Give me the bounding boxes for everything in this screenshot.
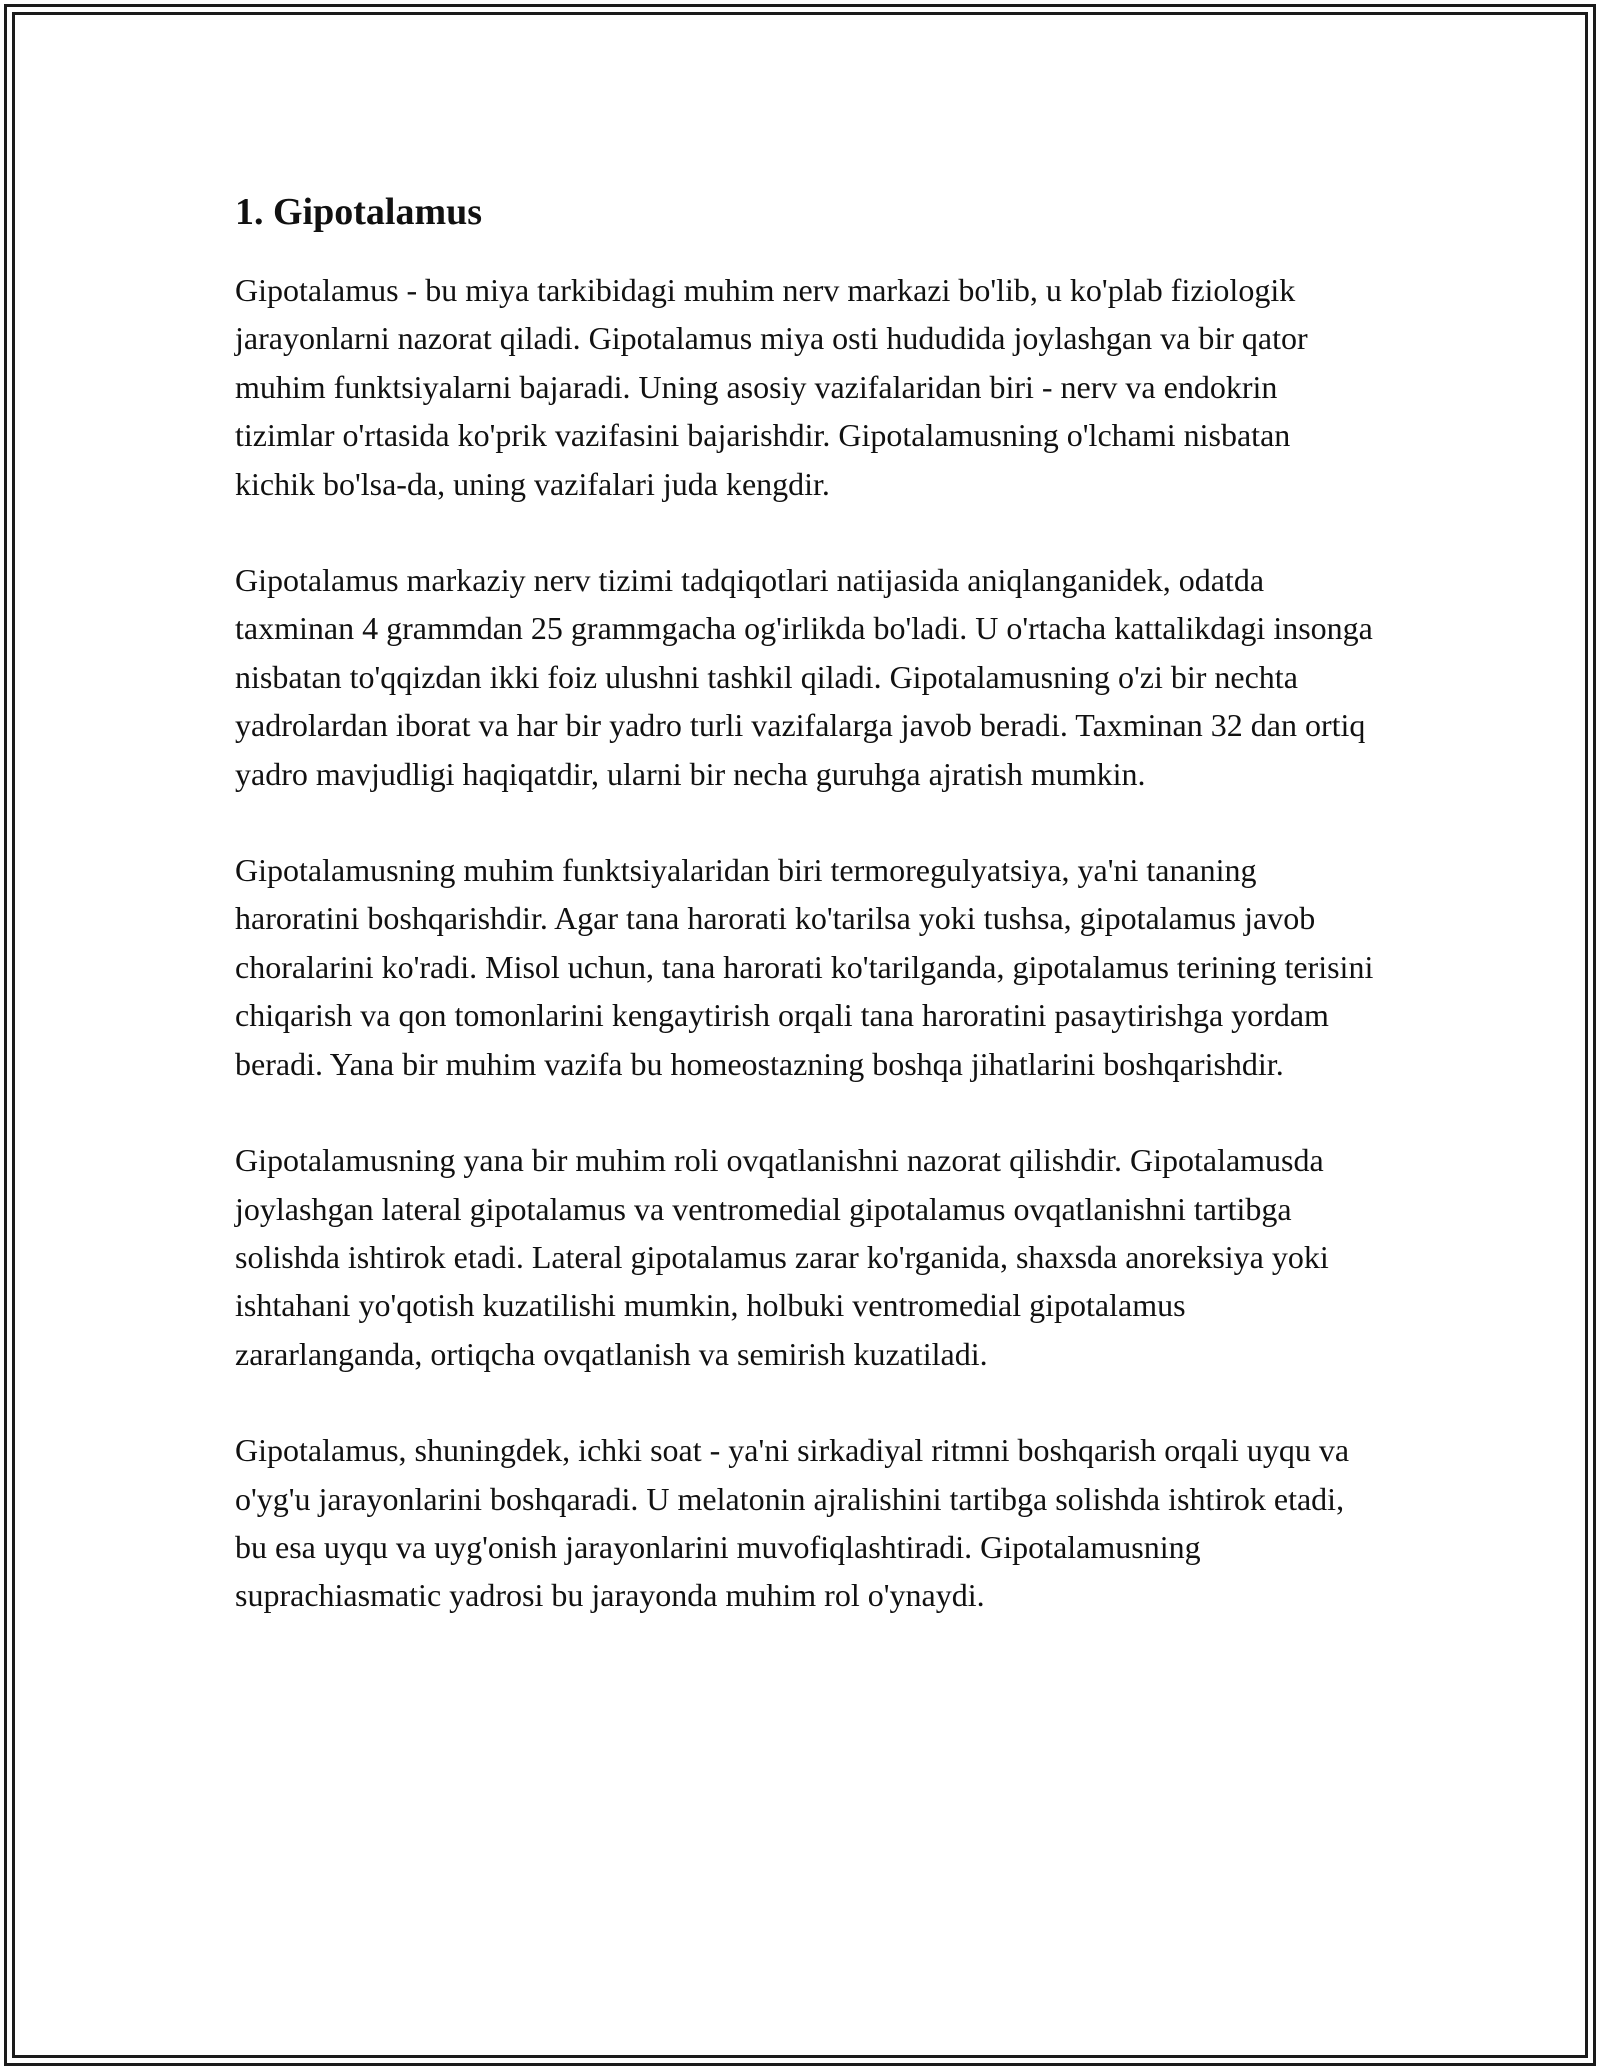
paragraph-4: Gipotalamusning yana bir muhim roli ovqatlanishni nazorat qilishdir. Gipotalamusda joylashgan lateral gipotalamus va ventromedial gipotalamus ovqatlanishni tartibga solishda ishtirok etadi. Lateral gipotalamus zarar ko'rganida, shaxsda anoreksiya yoki ishtahani yo'qotish kuzatilishi mumkin, holbuki ventromedial gipotalamus zararlanganda, ortiqcha ovqatlanish va semirish kuzatiladi. (235, 1142, 1329, 1372)
paragraph-5: Gipotalamus, shuningdek, ichki soat - ya'ni sirkadiyal ritmni boshqarish orqali uyqu va o'yg'u jarayonlarini boshqaradi. U melatonin ajralishini tartibga solishda ishtirok etadi, bu esa uyqu va uyg'onish jarayonlarini muvofiqlashtiradi. Gipotalamusning suprachiasmatic yadrosi bu jarayonda muhim rol o'ynaydi. (235, 1432, 1350, 1614)
section-heading: 1. Gipotalamus (235, 191, 483, 233)
paragraph-2: Gipotalamus markaziy nerv tizimi tadqiqotlari natijasida aniqlanganidek, odatda taxminan 4 grammdan 25 grammgacha og'irlikda bo'ladi. U o'rtacha kattalikdagi insonga nisbatan to'qqizdan ikki foiz ulushni tashkil qiladi. Gipotalamusning o'zi bir nechta yadrolardan iborat va har bir yadro turli vazifalarga javob beradi. Taxminan 32 dan ortiq yadro mavjudligi haqiqatdir, ularni bir necha guruhga ajratish mumkin. (235, 562, 1373, 792)
document-body (235, 186, 1375, 1668)
paragraph-3: Gipotalamusning muhim funktsiyalaridan biri termoregulyatsiya, ya'ni tananing haroratini boshqarishdir. Agar tana harorati ko'tarilsa yoki tushsa, gipotalamus javob choralarini ko'radi. Misol uchun, tana harorati ko'tarilganda, gipotalamus terining terisini chiqarish va qon tomonlarini kengaytirish orqali tana haroratini pasaytirishga yordam beradi. Yana bir muhim vazifa bu homeostazning boshqa jihatlarini boshqarishdir. (235, 852, 1374, 1082)
paragraph-1: Gipotalamus - bu miya tarkibidagi muhim nerv markazi bo'lib, u ko'plab fiziologik jarayonlarni nazorat qiladi. Gipotalamus miya osti hududida joylashgan va bir qator muhim funktsiyalarni bajaradi. Uning asosiy vazifalaridan biri - nerv va endokrin tizimlar o'rtasida ko'prik vazifasini bajarishdir. Gipotalamusning o'lchami nisbatan kichik bo'lsa-da, uning vazifalari juda kengdir. (235, 272, 1308, 502)
